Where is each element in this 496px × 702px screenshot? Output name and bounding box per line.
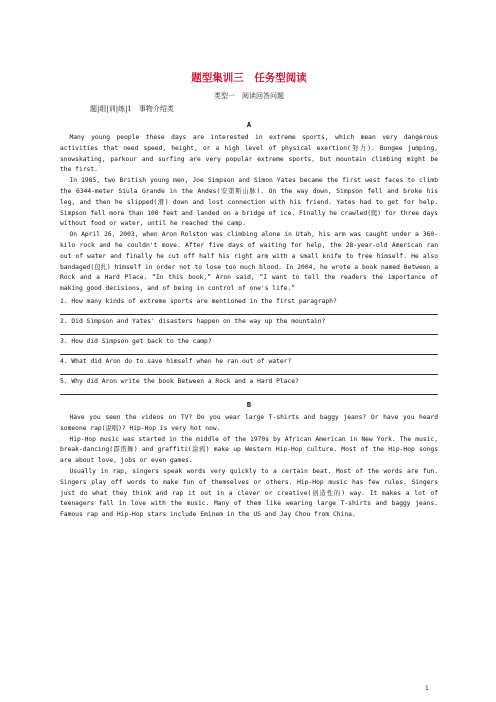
passage-b-paragraph-2: Hip-Hop music was started in the middle of the 1970s by African American in New York. The music, break-dancing(霹雳舞) and graffiti(涂鸦) make up Western Hip-Hop culture. Most of the Hip-Hop songs are about love, jobs or even games. — [60, 435, 438, 465]
passage-a-paragraph-1: Many young people these days are interested in extreme sports, which mean very dangerous activities that need speed, height, or a high level of physical exertion(努力). Bungee jumping, snowskating, parkour and surfing are very popular extreme sports, but mountain climbing might be the first. — [60, 134, 438, 174]
group-label: 题|组|训|练|1 事物介绍类 — [90, 105, 174, 113]
question-1: 1. How many kinds of extreme sports are mentioned in the first paragraph? — [60, 297, 337, 305]
answer-line-2[interactable] — [60, 327, 438, 335]
passage-b-paragraph-1: Have you seen the videos on TV? Do you wear large T-shirts and baggy jeans? Or have you heard someone rap(说唱)? Hip-Hop is very hot now. — [60, 413, 438, 432]
section-b-label: B — [246, 400, 252, 409]
page-subtitle: 类型一 阅读回答问题 — [214, 92, 284, 100]
question-5: 5. Why did Aron write the book Between a Rock and a Hard Place? — [60, 377, 299, 385]
passage-b-paragraph-3: Usually in rap, singers speak words very quickly to a certain beat. Most of the words are fun. Singers play off words to make fun of themselves or others. Hip-Hop music has few rules. Singers just do what they think and rap it out in a clever or creative(创造性的) way. It makes a lot of teenagers fall in love with the music. Many of them like wearing large T-shirts and baggy jeans. Famous rap and Hip-Hop stars include Eminem in the US and Jay Chou from China. — [60, 467, 438, 519]
answer-line-5[interactable] — [60, 387, 438, 395]
passage-a-paragraph-3: On April 26, 2003, when Aron Rolston was climbing alone in Utah, his arm was caught under a 360-kilo rock and he couldn't move. After five days of waiting for help, the 28-year-old American ran out of water and finally he cut off half his right arm with a small knife to free himself. He also bandaged(包扎) himself in order not to lose too much blood. In 2004, he wrote a book named Between a Rock and a Hard Place. “In this book,” Aron said, “I want to tell the readers the importance of making good decisions, and of being in control of one's life.” — [60, 231, 438, 293]
question-4: 4. What did Aron do to save himself when he ran out of water? — [60, 357, 292, 365]
question-3: 3. How did Simpson get back to the camp? — [60, 337, 212, 345]
question-2: 2. Did Simpson and Yates' disasters happen on the way up the mountain? — [60, 317, 326, 325]
answer-line-1[interactable] — [60, 307, 438, 315]
answer-line-4[interactable] — [60, 367, 438, 375]
page-title: 题型集训三 任务型阅读 — [191, 72, 307, 84]
document-content — [60, 70, 438, 521]
answer-line-3[interactable] — [60, 347, 438, 355]
section-a-label: A — [246, 121, 252, 129]
passage-a-paragraph-2: In 1985, two British young men, Joe Simpson and Simon Yates became the first west faces to climb the 6344-meter Siula Grande in the Andes(安第斯山脉). On the way down, Simpson fell and broke his leg, and then he slipped(滑) down and lost connection with his friend. Yates had to get for help. Simpson fell more than 100 feet and landed on a bridge of ice. Finally he crawled(爬) for three days without food or water, until he reached the camp. — [60, 177, 438, 228]
page-number: 1 — [425, 685, 429, 692]
